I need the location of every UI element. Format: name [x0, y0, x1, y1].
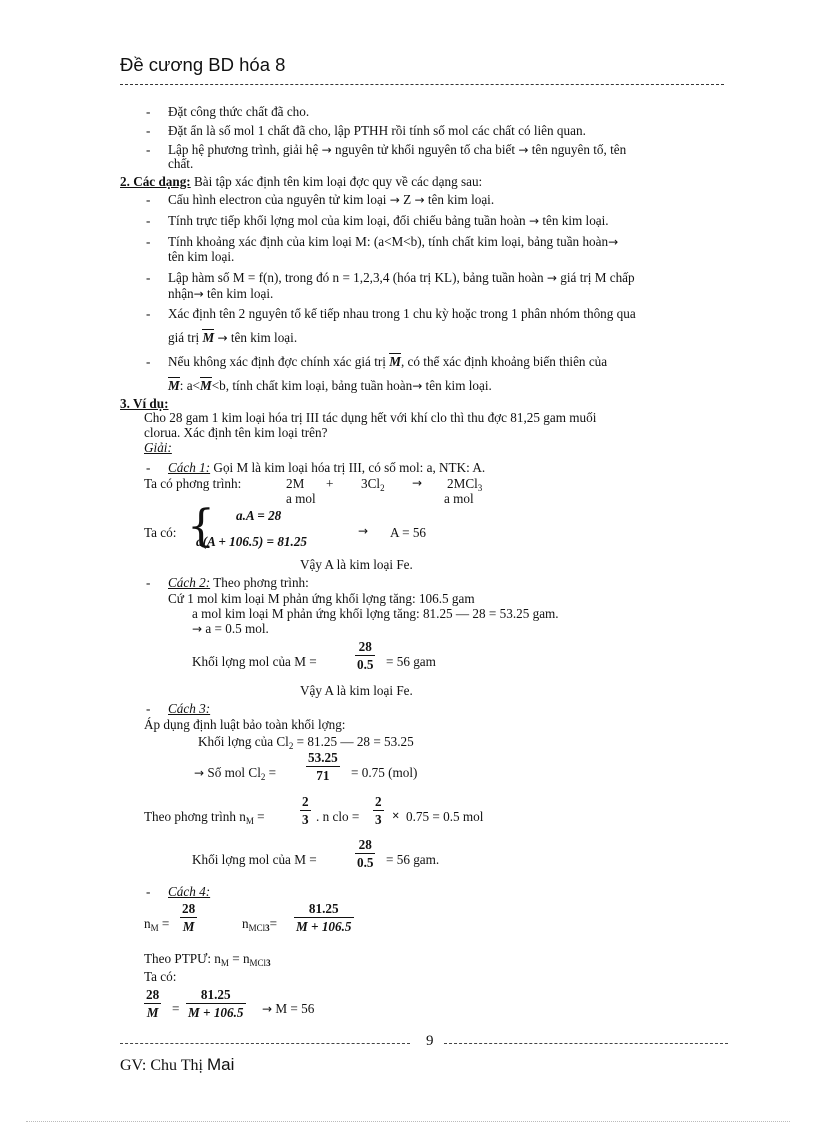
mass-prefix: Khối lợng mol của M = [192, 654, 317, 669]
arrow-icon: → [194, 766, 205, 780]
document-title: Đề cương BD hóa 8 [120, 54, 286, 75]
type-text: Tính khoảng xác định của kim loại M: (a<M<b), tính chất kim loại, bảng tuần hoàn [168, 234, 609, 249]
type-item [168, 354, 744, 369]
bullet-dash: - [146, 213, 151, 228]
method-line [198, 734, 414, 749]
formula-nMCl3 [242, 916, 277, 931]
problem-line: Cho 28 gam 1 kim loại hóa trị III tác dụng hết với khí clo thì thu đợc 81,25 gam muối [144, 410, 597, 425]
amount-label: a mol [444, 491, 474, 506]
arrow-icon: → [528, 214, 540, 228]
type-item [168, 270, 744, 286]
arrow-icon: → [217, 331, 228, 345]
final-result [262, 1001, 314, 1017]
step-item-cont: chất. [168, 156, 194, 171]
arrow-icon: → [546, 271, 557, 285]
method-result: M = 56 [275, 1001, 315, 1016]
bullet-dash: - [146, 142, 151, 157]
method-line [192, 621, 269, 637]
eq-formula: 3Cl [361, 476, 381, 491]
method-label: Cách 3: [168, 701, 211, 716]
type-text: , có thể xác định khoảng biến thiên của [400, 354, 608, 369]
type-text: nhận [168, 286, 194, 301]
method-result: 0.75 = 0.5 mol [406, 809, 484, 824]
teacher-surname: Mai [206, 1055, 235, 1074]
method-text: Theo PTPƯ: n [144, 951, 221, 966]
method-text: . n clo = [316, 809, 360, 824]
eq-reactant: 2M [286, 476, 305, 491]
eq-prefix: Ta có phơng trình: [144, 476, 242, 491]
system-prefix: Ta có: [144, 525, 177, 540]
fraction-numerator: 28 [358, 639, 372, 654]
method-text: a = 0.5 mol. [205, 621, 269, 636]
subscript: 2 [288, 741, 294, 751]
arrow-icon: → [412, 379, 423, 393]
footer-divider-left [120, 1043, 410, 1044]
subscript: M [150, 923, 159, 933]
bullet-dash: - [146, 575, 151, 590]
conclusion: Vậy A là kim loại Fe. [300, 683, 413, 698]
fraction [355, 638, 375, 673]
conclusion: Vậy A là kim loại Fe. [300, 557, 413, 572]
type-text: Cấu hình electron của nguyên tử kim loại [168, 192, 387, 207]
bullet-dash: - [146, 270, 151, 285]
subscript: 2 [260, 772, 266, 782]
mass-result: = 56 gam. [386, 852, 440, 867]
mean-molar-mass-symbol: M [202, 330, 215, 345]
subscript: MCl [249, 958, 267, 968]
fraction [300, 793, 311, 828]
fraction [294, 900, 354, 935]
method-line: Áp dụng định luật bảo toàn khối lợng: [144, 717, 346, 732]
method-label: Cách 1: [168, 460, 211, 475]
type-item [168, 192, 744, 208]
fraction [180, 900, 197, 935]
section-intro: Bài tập xác định tên kim loại đợc quy về các dạng sau: [194, 174, 483, 189]
mass-result: = 56 gam [386, 654, 436, 669]
problem-line: clorua. Xác định tên kim loại trên? [144, 425, 328, 440]
page-number: 9 [426, 1033, 434, 1049]
fraction-denominator: M [146, 1005, 159, 1020]
footer-divider-right [444, 1043, 728, 1044]
fraction-numerator: 81.25 [200, 987, 231, 1002]
fraction-denominator: M + 106.5 [296, 919, 352, 934]
method-text: = [268, 765, 277, 780]
mass-prefix: Khối lợng mol của M = [192, 852, 317, 867]
bullet-dash: - [146, 354, 151, 369]
subscript: 3 [266, 958, 271, 968]
page-bottom-border [26, 1121, 790, 1122]
type-text: tên kim loại. [230, 330, 298, 345]
eq-plus: + [326, 476, 334, 491]
reaction-equation [144, 476, 241, 491]
method-text: = 81.25 — 28 = 53.25 [296, 734, 414, 749]
solution-label: Giải: [144, 440, 172, 455]
fraction [373, 793, 384, 828]
fraction-numerator: 53.25 [308, 750, 338, 765]
system-result: A = 56 [390, 525, 427, 540]
type-text: Lập hàm số M = f(n), trong đó n = 1,2,3,4 (hóa trị KL), bảng tuần hoàn [168, 270, 544, 285]
eq-product [447, 476, 482, 491]
arrow-icon: → [193, 287, 204, 301]
type-item-cont [168, 378, 744, 394]
method-text: = [172, 1001, 180, 1016]
fraction-numerator: 28 [146, 987, 160, 1002]
method-1-intro [168, 460, 485, 475]
type-text: Tính trực tiếp khối lợng mol của kim loại, đối chiếu bảng tuần hoàn [168, 213, 526, 228]
fraction-denominator: 3 [302, 812, 309, 827]
times-icon: × [392, 808, 400, 823]
method-text: Theo phơng trình n [144, 809, 246, 824]
method-text: = [161, 916, 170, 931]
bullet-dash: - [146, 234, 151, 249]
type-item-cont [168, 330, 744, 346]
ptpu-line [144, 951, 271, 966]
method-text: Theo phơng trình: [213, 575, 309, 590]
method-label: Cách 4: [168, 884, 211, 899]
amount-label: a mol [286, 491, 316, 506]
type-text: tên kim loại. [207, 286, 274, 301]
method-text: = [257, 809, 265, 824]
bullet-dash: - [146, 123, 151, 138]
bullet-dash: - [146, 192, 151, 207]
method-text: Khối lợng của Cl [198, 734, 289, 749]
section-3-heading: 3. Ví dụ: [120, 396, 169, 411]
bullet-dash: - [146, 306, 151, 321]
fraction-numerator: 2 [302, 794, 309, 809]
fraction [355, 836, 375, 871]
subscript: 2 [380, 483, 385, 493]
fraction [306, 749, 340, 784]
type-text: giá trị [168, 330, 200, 345]
fraction-numerator: 28 [182, 901, 196, 916]
section-heading: 2. Các dạng: [120, 174, 191, 189]
step-item: Đặt công thức chất đã cho. [168, 104, 310, 119]
type-text: tên kim loại. [425, 378, 492, 393]
type-text: <b, tính chất kim loại, bảng tuần hoàn [211, 378, 413, 393]
fraction-denominator: 0.5 [357, 657, 374, 672]
mean-molar-mass-symbol: M [200, 378, 212, 393]
arrow-icon: → [414, 193, 425, 207]
method-line [194, 765, 276, 781]
arrow-icon: → [518, 143, 529, 157]
type-item-cont [168, 286, 744, 302]
type-item-cont: tên kim loại. [168, 249, 235, 264]
system-equation-2: a(A + 106.5) = 81.25 [196, 534, 308, 549]
method-text: n [242, 916, 249, 931]
method-text: Ta có: [144, 969, 177, 984]
brace-icon: { [187, 501, 215, 552]
subscript: 3 [265, 923, 270, 933]
step-text: tên nguyên tố, tên [531, 142, 627, 157]
eq-reactant [361, 476, 385, 491]
arrow-icon: → [358, 524, 369, 538]
type-text: tên kim loại. [427, 192, 495, 207]
type-text: tên kim loại. [542, 213, 609, 228]
bullet-dash: - [146, 460, 151, 475]
arrow-icon: → [412, 476, 423, 490]
subscript: 3 [477, 483, 483, 493]
arrow-icon: → [389, 193, 400, 207]
teacher-name [120, 1055, 234, 1076]
method-label: Cách 2: [168, 575, 211, 590]
type-text: Nếu không xác định đợc chính xác giá trị [168, 354, 386, 369]
subscript: M [220, 958, 229, 968]
step-text: nguyên tử khối nguyên tố cha biết [335, 142, 516, 157]
fraction [144, 986, 161, 1021]
fraction-denominator: 3 [375, 812, 382, 827]
bullet-dash: - [146, 884, 151, 899]
method-text: = n [232, 951, 250, 966]
fraction-numerator: 2 [375, 794, 382, 809]
formula-nM [144, 916, 169, 931]
method-text: Số mol Cl [207, 765, 261, 780]
arrow-icon: → [262, 1002, 273, 1016]
type-item [168, 234, 744, 250]
mean-molar-mass-symbol: M [389, 354, 401, 369]
teacher-label: GV: Chu Thị [120, 1057, 203, 1074]
section-2-heading [120, 174, 482, 189]
eq-formula: 2MCl [447, 476, 478, 491]
mean-molar-mass-symbol: M [168, 378, 180, 393]
method-2-intro [168, 575, 309, 590]
method-text: Gọi M là kim loại hóa trị III, có số mol: a, NTK: A. [213, 460, 486, 475]
fraction [186, 986, 246, 1021]
method-line [144, 809, 265, 824]
type-item [168, 213, 744, 229]
type-text: giá trị M chấp [560, 270, 635, 285]
header-divider [120, 84, 724, 85]
method-result: = 0.75 (mol) [351, 765, 418, 780]
bullet-dash: - [146, 701, 151, 716]
bullet-dash: - [146, 104, 151, 119]
arrow-icon: → [321, 143, 332, 157]
fraction-denominator: 71 [316, 768, 330, 783]
fraction-denominator: M + 106.5 [188, 1005, 244, 1020]
arrow-icon: → [608, 235, 619, 249]
fraction-numerator: 28 [358, 837, 372, 852]
subscript: M [245, 816, 254, 826]
step-item: Đặt ẩn là số mol 1 chất đã cho, lập PTHH rồi tính số mol các chất có liên quan. [168, 123, 586, 138]
subscript: MCl [248, 923, 266, 933]
fraction-denominator: M [182, 919, 195, 934]
type-text: Z [403, 192, 412, 207]
arrow-icon: → [192, 622, 203, 636]
fraction-denominator: 0.5 [357, 855, 374, 870]
type-item: Xác định tên 2 nguyên tố kế tiếp nhau trong 1 chu kỳ hoặc trong 1 phân nhóm thông qua [168, 306, 636, 321]
method-line: a mol kim loại M phản ứng khối lợng tăng: 81.25 — 28 = 53.25 gam. [192, 606, 559, 621]
step-text: Lập hệ phương trình, giải hệ [168, 142, 319, 157]
type-text: : a< [179, 378, 200, 393]
method-text: = [269, 916, 278, 931]
fraction-numerator: 81.25 [308, 901, 339, 916]
method-text: n [144, 916, 151, 931]
system-equation-1: a.A = 28 [236, 508, 282, 523]
method-line: Cứ 1 mol kim loại M phản ứng khối lợng tăng: 106.5 gam [168, 591, 475, 606]
